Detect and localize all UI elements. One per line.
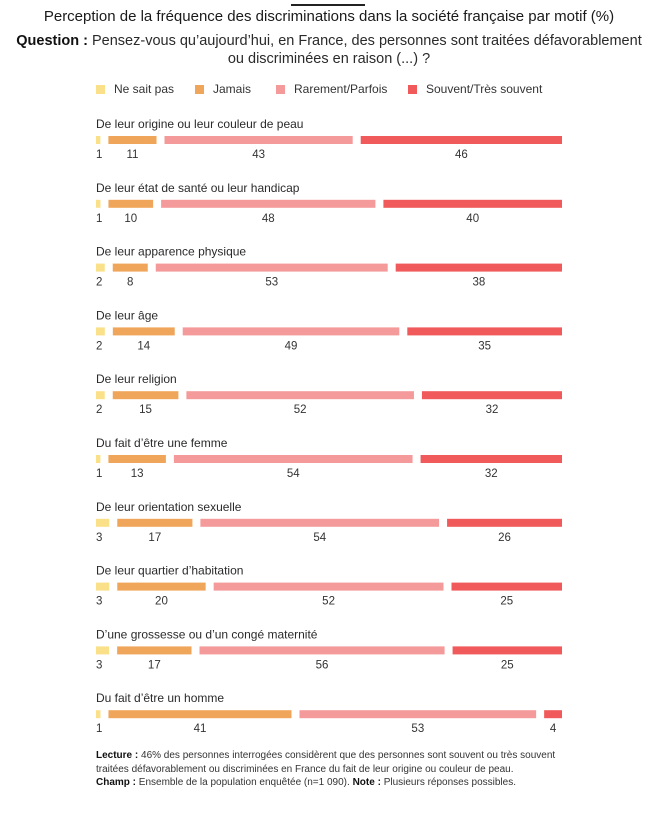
- bar-ne-sait-pas: [96, 136, 100, 144]
- bar-souvent: [422, 391, 562, 399]
- bar-rarement-parfois: [200, 519, 439, 527]
- data-label-rarement-parfois: 52: [322, 595, 335, 608]
- data-label-souvent: 35: [478, 340, 492, 353]
- data-label-rarement-parfois: 49: [284, 340, 298, 353]
- category-label: De leur état de santé ou leur handicap: [96, 180, 300, 195]
- bar-ne-sait-pas: [96, 455, 100, 463]
- bar-ne-sait-pas: [96, 200, 100, 208]
- data-label-rarement-parfois: 56: [315, 659, 329, 672]
- data-label-ne-sait-pas: 1: [96, 723, 103, 736]
- data-label-souvent: 25: [500, 659, 514, 672]
- data-label-ne-sait-pas: 3: [96, 659, 103, 672]
- data-label-ne-sait-pas: 1: [96, 212, 103, 225]
- bar-souvent: [447, 519, 562, 527]
- data-label-souvent: 32: [485, 404, 499, 417]
- bar-rarement-parfois: [183, 327, 400, 335]
- bar-jamais: [113, 264, 148, 272]
- bar-ne-sait-pas: [96, 391, 105, 399]
- category-label: D’une grossesse ou d’un congé maternité: [96, 627, 318, 642]
- data-label-ne-sait-pas: 1: [96, 468, 103, 480]
- footer-notes: [96, 749, 576, 790]
- bar-ne-sait-pas: [96, 710, 100, 718]
- data-label-ne-sait-pas: 3: [96, 595, 103, 608]
- data-label-souvent: 38: [472, 276, 486, 289]
- bar-jamais: [113, 391, 179, 399]
- bar-rarement-parfois: [161, 200, 375, 208]
- category-label: De leur quartier d’habitation: [96, 563, 244, 578]
- bar-jamais: [108, 200, 153, 208]
- data-label-souvent: 32: [484, 468, 498, 480]
- bar-rarement-parfois: [300, 710, 537, 718]
- category-label: De leur religion: [96, 372, 177, 387]
- bar-ne-sait-pas: [96, 519, 109, 527]
- category-label: Du fait d’être une femme: [96, 436, 228, 450]
- bar-rarement-parfois: [200, 646, 445, 654]
- bar-souvent: [421, 455, 562, 463]
- bar-ne-sait-pas: [96, 264, 105, 272]
- bar-rarement-parfois: [186, 391, 414, 399]
- bar-souvent: [407, 327, 562, 335]
- question-label: Question :: [16, 33, 88, 49]
- bar-souvent: [544, 710, 562, 718]
- data-label-rarement-parfois: 48: [261, 212, 275, 225]
- bar-rarement-parfois: [214, 583, 444, 591]
- champ-text: Ensemble de la population enquêtée (n=1 090).: [138, 777, 350, 788]
- data-label-rarement-parfois: 53: [265, 276, 279, 289]
- bar-jamais: [108, 136, 156, 144]
- data-label-souvent: 26: [498, 531, 511, 544]
- chart-title: Perception de la fréquence des discriminations dans la société française par motif (%): [43, 8, 615, 25]
- legend-label: Souvent/Très souvent: [426, 82, 543, 96]
- bar-ne-sait-pas: [96, 327, 105, 335]
- data-label-jamais: 10: [124, 212, 138, 225]
- legend-label: Rarement/Parfois: [294, 82, 388, 96]
- data-label-jamais: 20: [155, 595, 168, 608]
- bar-jamais: [117, 646, 191, 654]
- bar-rarement-parfois: [165, 136, 353, 144]
- data-label-jamais: 11: [126, 149, 139, 161]
- bar-souvent: [396, 264, 562, 272]
- legend-label: Ne sait pas: [114, 82, 175, 96]
- data-label-jamais: 15: [139, 404, 152, 417]
- category-label: De leur apparence physique: [96, 244, 247, 259]
- note-label: Note :: [352, 777, 381, 788]
- data-label-souvent: 40: [466, 212, 480, 225]
- lecture-label: Lecture :: [96, 750, 139, 761]
- data-label-jamais: 41: [193, 723, 207, 736]
- category-label: Du fait d’être un homme: [96, 691, 225, 706]
- data-label-rarement-parfois: 52: [293, 404, 307, 417]
- data-label-rarement-parfois: 54: [313, 531, 327, 544]
- data-label-jamais: 14: [137, 340, 151, 353]
- lecture-text-line2: traitées défavorablement ou discriminées en France du fait de leur origine ou couleur de peau.: [96, 763, 514, 775]
- bar-jamais: [113, 327, 175, 335]
- data-label-jamais: 8: [127, 276, 134, 289]
- bar-jamais: [108, 455, 165, 463]
- data-label-ne-sait-pas: 2: [96, 276, 103, 289]
- data-label-jamais: 17: [148, 531, 162, 544]
- bar-rarement-parfois: [156, 264, 388, 272]
- data-label-souvent: 4: [549, 723, 557, 736]
- category-label: De leur âge: [96, 308, 159, 323]
- bar-rarement-parfois: [174, 455, 413, 463]
- data-label-jamais: 13: [130, 468, 144, 480]
- note-text: Plusieurs réponses possibles.: [383, 777, 516, 788]
- data-label-rarement-parfois: 53: [411, 723, 425, 736]
- data-label-ne-sait-pas: 1: [96, 149, 103, 161]
- data-label-souvent: 25: [500, 595, 514, 608]
- bar-ne-sait-pas: [96, 646, 109, 654]
- bar-jamais: [117, 583, 205, 591]
- bar-souvent: [361, 136, 562, 144]
- data-label-ne-sait-pas: 2: [96, 340, 103, 353]
- question-text-line1: Pensez-vous qu’aujourd’hui, en France, des personnes sont traitées défavorablement: [92, 33, 642, 49]
- data-label-souvent: 46: [454, 149, 468, 161]
- data-label-rarement-parfois: 54: [286, 468, 300, 480]
- question-text-line2: ou discriminées en raison (...) ?: [227, 51, 431, 67]
- data-label-jamais: 17: [147, 659, 161, 672]
- bar-souvent: [453, 646, 562, 654]
- data-label-ne-sait-pas: 3: [96, 531, 103, 544]
- bar-souvent: [383, 200, 562, 208]
- bar-souvent: [452, 583, 563, 591]
- legend-label: Jamais: [213, 82, 252, 96]
- data-label-rarement-parfois: 43: [252, 149, 265, 161]
- lecture-text-line1: 46% des personnes interrogées considèrent que des personnes sont souvent ou très souvent: [141, 750, 556, 761]
- category-label: De leur orientation sexuelle: [96, 499, 242, 514]
- bar-ne-sait-pas: [96, 583, 109, 591]
- champ-label: Champ :: [96, 777, 136, 788]
- bar-jamais: [108, 710, 291, 718]
- category-label: De leur origine ou leur couleur de peau: [96, 117, 304, 131]
- data-label-ne-sait-pas: 2: [96, 404, 103, 417]
- bar-jamais: [117, 519, 192, 527]
